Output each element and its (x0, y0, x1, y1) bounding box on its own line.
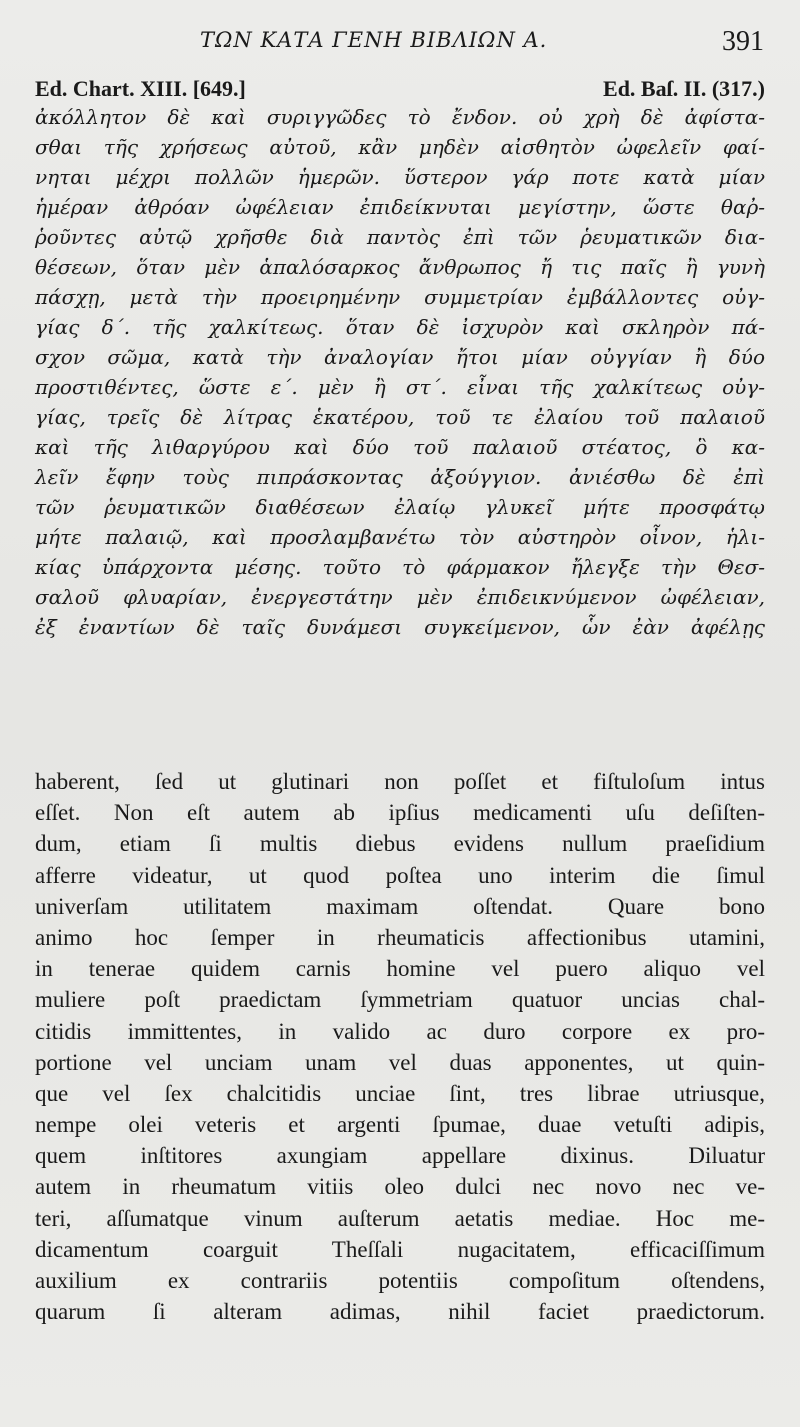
latin-line: dicamentum coarguit Theſſali nugacitatem, efficaciſſimum (35, 1236, 765, 1262)
edition-basel-reference: Ed. Baſ. II. (317.) (603, 76, 765, 101)
greek-line: τῶν ῥευματικῶν διαθέσεων ἐλαίῳ γλυκεῖ μήτε προσφάτῳ (35, 495, 765, 519)
latin-line: eſſet. Non eſt autem ab ipſius medicamenti uſu deſiſten- (35, 800, 765, 826)
latin-line: nempe olei veteris et argenti ſpumae, duae vetuſti adipis, (35, 1112, 765, 1138)
greek-line: ῥοῦντες αὐτῷ χρῆσθε διὰ παντὸς ἐπὶ τῶν ῥευματικῶν δια- (35, 225, 765, 249)
greek-line: ἐξ ἐναντίων δὲ ταῖς δυνάμεσι συγκείμενον, ὧν ἐὰν ἀφέλῃς (35, 615, 765, 639)
greek-line: σχον σῶμα, κατὰ τὴν ἀναλογίαν ἤτοι μίαν οὐγγίαν ἢ δύο (35, 345, 765, 369)
edition-reference-line (35, 76, 765, 104)
latin-line: citidis immittentes, in valido ac duro corpore ex pro- (35, 1018, 765, 1044)
latin-line: afferre videatur, ut quod poſtea uno interim die ſimul (35, 862, 765, 888)
latin-line: quem inſtitores axungiam appellare dixinus. Diluatur (35, 1143, 765, 1169)
greek-line: προστιθέντες, ὥστε ε΄. μὲν ἢ στ΄. εἶναι τῆς χαλκίτεως οὐγ- (35, 375, 765, 399)
greek-line: ἀκόλλητον δὲ καὶ συριγγῶδες τὸ ἔνδον. οὐ χρὴ δὲ ἀφίστα- (35, 105, 765, 129)
greek-line: θέσεων, ὅταν μὲν ἁπαλόσαρκος ἄνθρωπος ἤ τις παῖς ἢ γυνὴ (35, 255, 765, 279)
running-head (0, 28, 800, 64)
latin-line: univerſam utilitatem maximam oſtendat. Quare bono (35, 893, 765, 919)
latin-line: haberent, ſed ut glutinari non poſſet et fiſtuloſum intus (35, 769, 765, 794)
greek-line: μήτε παλαιῷ, καὶ προσλαμβανέτω τὸν αὐστηρὸν οἶνον, ἡλι- (35, 525, 765, 549)
greek-text-block (35, 102, 765, 642)
latin-line: quarum ſi alteram adimas, nihil faciet praedictorum. (35, 1299, 765, 1325)
latin-line: portione vel unciam unam vel duas apponentes, ut quin- (35, 1049, 765, 1075)
latin-line: in tenerae quidem carnis homine vel puero aliquo vel (35, 956, 765, 982)
page-number: 391 (722, 26, 764, 57)
greek-line: γίας, τρεῖς δὲ λίτρας ἑκατέρου, τοῦ τε ἐλαίου τοῦ παλαιοῦ (35, 405, 765, 429)
latin-line: dum, etiam ſi multis diebus evidens nullum praeſidium (35, 831, 765, 857)
greek-line: ἡμέραν ἀθρόαν ὠφέλειαν ἐπιδείκνυται μεγίστην, ὥστε θαῤ- (35, 195, 765, 219)
latin-line: que vel ſex chalcitidis unciae ſint, tres librae utriusque, (35, 1080, 765, 1106)
greek-line: γίας δ΄. τῆς χαλκίτεως. ὅταν δὲ ἰσχυρὸν καὶ σκληρὸν πά- (35, 315, 765, 339)
greek-line: σαλοῦ φλυαρίαν, ἐνεργεστάτην μὲν ἐπιδεικνύμενον ὠφέλειαν, (35, 585, 765, 609)
latin-line: auxilium ex contrariis potentiis compoſitum oſtendens, (35, 1268, 765, 1293)
greek-line: πάσχῃ, μετὰ τὴν προειρημένην συμμετρίαν ἐμβάλλοντες οὐγ- (35, 285, 765, 309)
greek-line: καὶ τῆς λιθαργύρου καὶ δύο τοῦ παλαιοῦ στέατος, ὃ κα- (35, 435, 765, 459)
edition-chartier-reference: Ed. Chart. XIII. [649.] (35, 76, 246, 101)
latin-line: teri, aſſumatque vinum auſterum aetatis mediae. Hoc me- (35, 1205, 765, 1231)
greek-line: νηται μέχρι πολλῶν ἡμερῶν. ὕστερον γάρ ποτε κατὰ μίαν (35, 165, 765, 189)
greek-line: λεῖν ἔφην τοὺς πιπράσκοντας ἀξούγγιον. ἀνιέσθω δὲ ἐπὶ (35, 465, 765, 489)
latin-line: animo hoc ſemper in rheumaticis affectionibus utamini, (35, 924, 765, 950)
latin-text-block (35, 766, 765, 1327)
running-title: ΤΩΝ ΚΑΤΑ ΓΕΝΗ ΒΙΒΛΙΩΝ Α. (200, 28, 548, 52)
latin-line: muliere poſt praedictam ſymmetriam quatuor uncias chal- (35, 987, 765, 1013)
greek-line: σθαι τῆς χρήσεως αὐτοῦ, κἂν μηδὲν αἰσθητὸν ὠφελεῖν φαί- (35, 135, 765, 159)
greek-line: κίας ὑπάρχοντα μέσης. τοῦτο τὸ φάρμακον ἤλεγξε τὴν Θεσ- (35, 555, 765, 579)
latin-line: autem in rheumatum vitiis oleo dulci nec novo nec ve- (35, 1174, 765, 1200)
